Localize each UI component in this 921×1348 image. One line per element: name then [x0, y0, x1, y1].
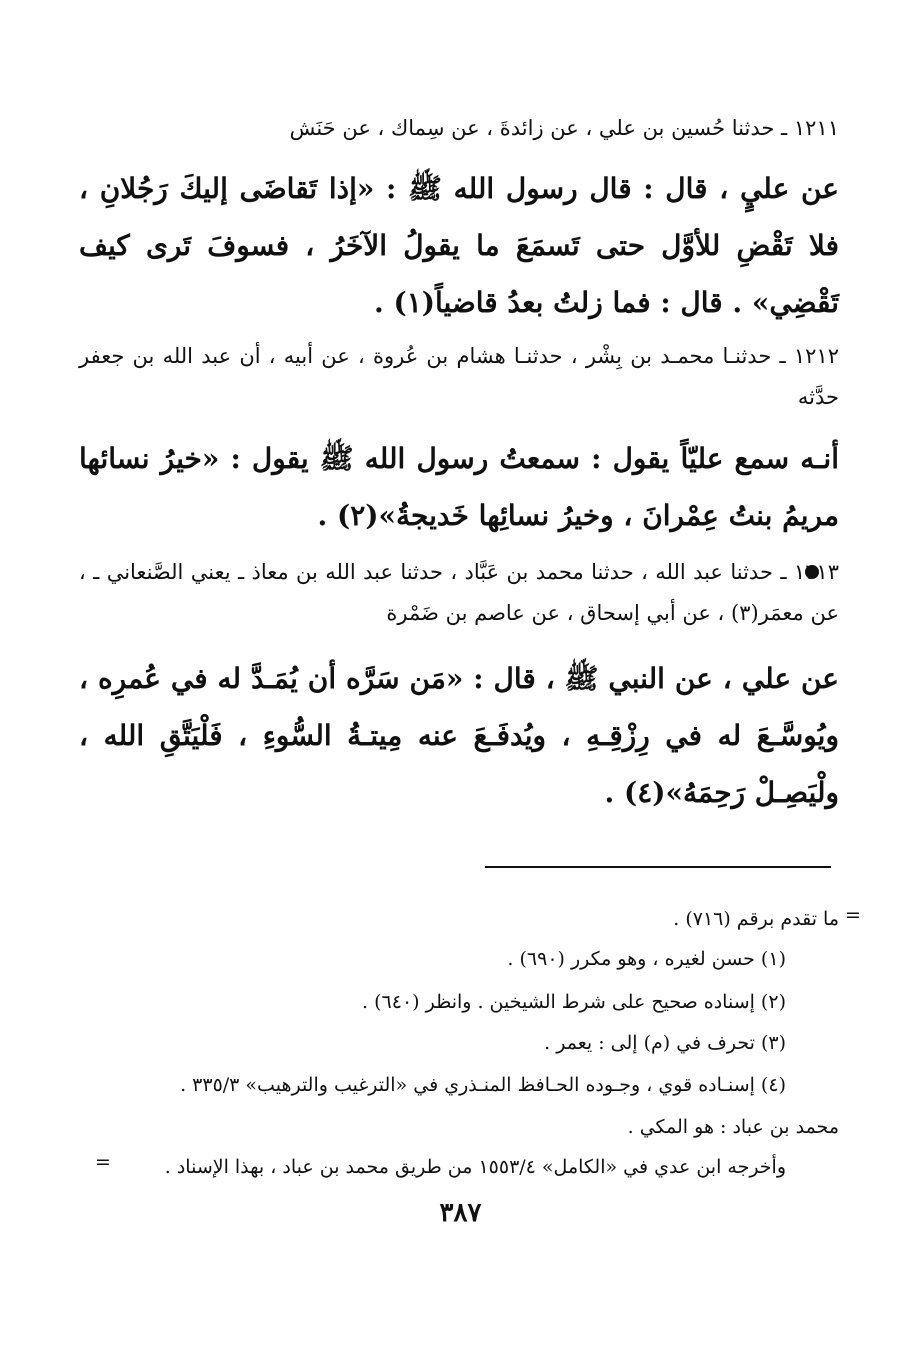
hadith-1211-isnad: ١٢١١ ـ حدثنا حُسين بن علي ، عن زائدةَ ، عن سِماك ، عن حَنَش: [289, 116, 839, 140]
hadith-1212-isnad: ١٢١٢ ـ حدثنـا محمـد بن بِشْر ، حدثنـا هشام بن عُروة ، عن أبيه ، أن عبد الله بن جعفر حدَّثه: [79, 344, 839, 409]
footnote-4: (٤) إسنـاده قوي ، وجـوده الحـافظ المنـذري في «الترغيب والترهيب» ٣٣٥/٣ .: [180, 1074, 786, 1096]
continuation-mark: =: [845, 904, 861, 926]
footnote-1: (١) حسن لغيره ، وهو مكرر (٦٩٠) .: [507, 948, 786, 970]
footnote-separator: [485, 866, 831, 868]
footnote-line-0: ما تقدم برقم (٧١٦) .: [673, 908, 839, 930]
hadith-1212-matn: أنـه سمع عليّاً يقول : سمعتُ رسول الله ﷺ يقول : «خيرُ نسائها مريمُ بنتُ عِمْرانَ ، وخيرُ نسائِها خَديجةُ»(٢) .: [79, 442, 839, 532]
footnote-4-source: وأخرجه ابن عدي في «الكامل» ١٥٥٣/٤ من طريق محمد بن عباد ، بهذا الإسناد .: [164, 1156, 786, 1178]
hadith-1213-isnad: ١٢١٣ ـ حدثنا عبد الله ، حدثنا محمد بن عَبَّاد ، حدثنا عبد الله بن معاذ ـ يعني الصَّنعاني ـ ، عن معمَر(٣) ، عن أبي إسحاق ، عن عاصم بن ضَمْرة: [79, 560, 839, 625]
footnote-2: (٢) إسناده صحيح على شرط الشيخين . وانظر (٦٤٠) .: [362, 991, 786, 1013]
hadith-1213-matn: عن علي ، عن النبي ﷺ ، قال : «مَن سَرَّه أن يُمَـدَّ له في عُمرِه ، ويُوسَّـعَ له في رِزْقِـهِ ، ويُدفَـعَ عنه مِيتـةُ السُّوءِ ، فَلْيَتَّقِ الله ، ولْيَصِـلْ رَحِمَهُ»(٤) .: [79, 662, 839, 809]
footnote-3: (٣) تحرف في (م) إلى : يعمر .: [544, 1032, 786, 1054]
page-number: ٣٨٧: [439, 1198, 482, 1228]
hadith-1211-matn: عن عليٍ ، قال : قال رسول الله ﷺ : «إذا تَقاضَى إليكَ رَجُلانِ ، فلا تَقْضِ للأوَّل حتى تَسمَعَ ما يقولُ الآخَرُ ، فسوفَ تَرى كيف تَقْضِي» . قال : فما زلتُ بعدُ قاضياً(١) .: [79, 172, 839, 319]
end-continuation-mark: =: [95, 1151, 111, 1173]
footnote-4-note: محمد بن عباد : هو المكي .: [627, 1116, 839, 1138]
